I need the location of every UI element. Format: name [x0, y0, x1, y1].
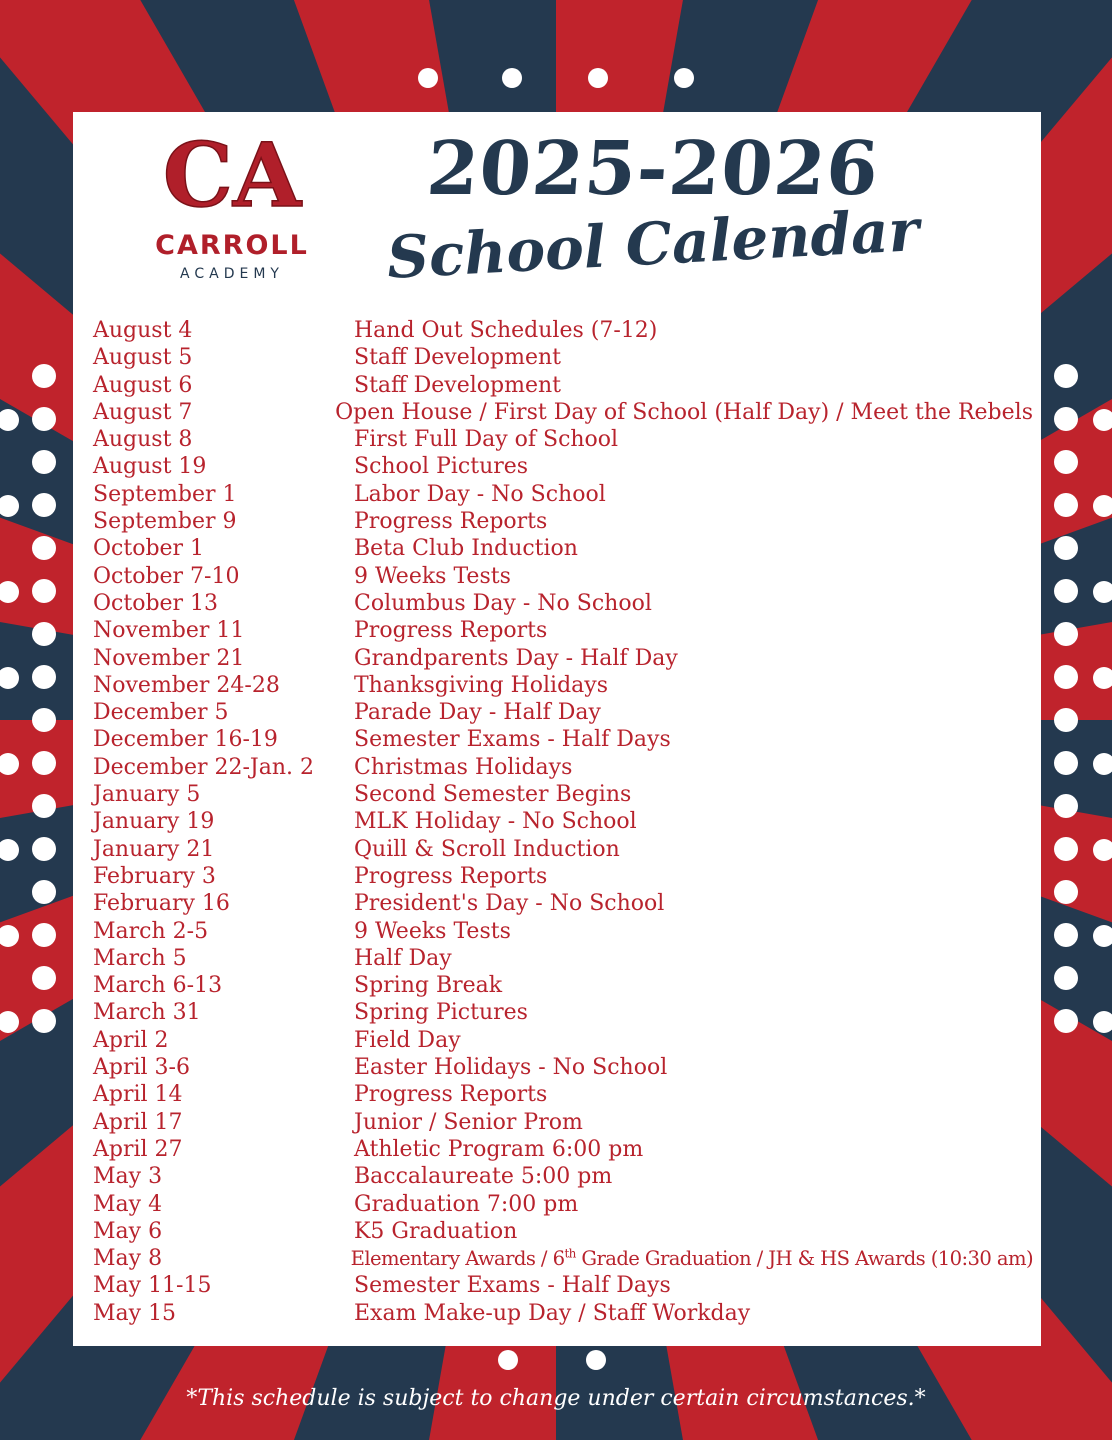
decorative-dot	[1054, 880, 1078, 904]
event-date: March 5	[93, 945, 187, 971]
decorative-dot	[1054, 407, 1078, 431]
event-date: August 19	[93, 454, 207, 480]
decorative-dot	[498, 1350, 518, 1370]
event-row	[93, 481, 1033, 508]
calendar-year-title: 2025-2026	[424, 126, 882, 212]
event-row	[93, 754, 1033, 781]
event-description: School Pictures	[354, 454, 529, 480]
event-row	[93, 1218, 1033, 1245]
decorative-dot	[586, 1350, 606, 1370]
event-description: Thanksgiving Holidays	[354, 672, 608, 698]
decorative-dot	[1054, 665, 1078, 689]
event-row	[93, 1163, 1033, 1190]
event-row	[93, 1191, 1033, 1218]
event-date: December 5	[93, 700, 229, 726]
decorative-dot	[1054, 923, 1078, 947]
event-row	[93, 918, 1033, 945]
event-date: March 2-5	[93, 918, 209, 944]
event-date: November 21	[93, 645, 245, 671]
event-row	[93, 563, 1033, 590]
decorative-dot	[1054, 536, 1078, 560]
event-date: December 16-19	[93, 727, 278, 753]
event-description: Semester Exams - Half Days	[354, 1273, 671, 1299]
event-date: April 14	[93, 1082, 183, 1108]
event-date: October 1	[93, 536, 205, 562]
event-description: Hand Out Schedules (7-12)	[354, 318, 658, 343]
event-description: Spring Pictures	[354, 1000, 528, 1026]
event-text-part: Grade Graduation / JH & HS Awards (10:30 am)	[575, 1247, 1033, 1271]
event-row	[93, 590, 1033, 617]
logo-subname: ACADEMY	[180, 266, 284, 282]
decorative-dot	[32, 880, 56, 904]
event-description: Progress Reports	[354, 863, 548, 889]
event-date: April 27	[93, 1136, 183, 1162]
event-row	[93, 1054, 1033, 1081]
event-row	[93, 999, 1033, 1026]
event-row	[93, 972, 1033, 999]
school-logo	[123, 124, 341, 284]
event-row	[93, 1081, 1033, 1108]
decorative-dot	[32, 923, 56, 947]
decorative-dot	[32, 665, 56, 689]
event-row	[93, 726, 1033, 753]
event-date: August 7	[93, 399, 193, 425]
event-row	[93, 1245, 1033, 1272]
decorative-dot	[32, 751, 56, 775]
ordinal-suffix: th	[564, 1246, 576, 1261]
event-date: March 31	[93, 1000, 201, 1026]
event-description: Graduation 7:00 pm	[354, 1191, 579, 1217]
event-date: January 19	[93, 809, 215, 835]
event-date: May 11-15	[93, 1273, 212, 1299]
event-row	[93, 672, 1033, 699]
event-description: Christmas Holidays	[354, 754, 573, 780]
decorative-dot	[1054, 708, 1078, 732]
event-description: Progress Reports	[354, 1082, 548, 1108]
event-description: Athletic Program 6:00 pm	[354, 1136, 644, 1162]
decorative-dot	[502, 68, 522, 88]
event-description: Quill & Scroll Induction	[354, 836, 620, 862]
event-description: President's Day - No School	[354, 891, 665, 917]
decorative-dot	[32, 622, 56, 646]
event-date: January 21	[93, 836, 215, 862]
event-description: Beta Club Induction	[354, 536, 578, 562]
event-row	[93, 699, 1033, 726]
event-date: February 3	[93, 863, 216, 889]
decorative-dot	[32, 1009, 56, 1033]
event-description: Spring Break	[354, 973, 503, 999]
decorative-dot	[1054, 450, 1078, 474]
disclaimer-note: *This schedule is subject to change under certain circumstances.*	[186, 1386, 926, 1411]
event-date: March 6-13	[93, 973, 223, 999]
event-row	[93, 453, 1033, 480]
event-description: First Full Day of School	[354, 427, 619, 453]
event-row	[93, 1272, 1033, 1299]
event-row	[93, 1109, 1033, 1136]
event-description: Grandparents Day - Half Day	[354, 645, 678, 671]
event-description: Staff Development	[354, 372, 562, 398]
event-date: May 15	[93, 1300, 177, 1326]
decorative-dot	[32, 493, 56, 517]
event-description: Parade Day - Half Day	[354, 700, 601, 726]
event-description: Second Semester Begins	[354, 782, 632, 808]
event-date: October 13	[93, 590, 219, 616]
event-description: Field Day	[354, 1027, 461, 1053]
decorative-dot	[32, 364, 56, 388]
decorative-dot	[1054, 579, 1078, 603]
event-date: February 16	[93, 891, 230, 917]
event-date: May 3	[93, 1164, 163, 1190]
decorative-dot	[32, 966, 56, 990]
decorative-dot	[1054, 622, 1078, 646]
event-date: November 24-28	[93, 672, 280, 698]
decorative-dot	[32, 536, 56, 560]
event-row	[93, 808, 1033, 835]
event-description: 9 Weeks Tests	[354, 918, 511, 944]
event-row	[93, 508, 1033, 535]
event-date: April 17	[93, 1109, 183, 1135]
event-row	[93, 344, 1033, 371]
event-description: Progress Reports	[354, 618, 548, 644]
decorative-dot	[1054, 837, 1078, 861]
decorative-dot	[674, 68, 694, 88]
event-date: April 3-6	[93, 1055, 190, 1081]
logo-name: CARROLL	[155, 230, 309, 261]
decorative-dot	[32, 450, 56, 474]
event-description: 9 Weeks Tests	[354, 563, 511, 589]
event-description: Exam Make-up Day / Staff Workday	[354, 1300, 751, 1326]
decorative-dot	[1054, 751, 1078, 775]
event-description: MLK Holiday - No School	[354, 809, 637, 835]
decorative-dot	[1054, 493, 1078, 517]
event-description: Staff Development	[354, 345, 562, 371]
event-description: Half Day	[354, 945, 452, 971]
event-date: August 5	[93, 345, 193, 371]
event-row	[93, 317, 1033, 344]
event-description: Labor Day - No School	[354, 481, 606, 507]
event-date: May 4	[93, 1191, 163, 1217]
calendar-card	[73, 112, 1041, 1346]
event-row	[93, 372, 1033, 399]
event-row	[93, 645, 1033, 672]
event-date: December 22-Jan. 2	[93, 754, 314, 780]
event-row	[93, 1300, 1033, 1327]
event-date: September 9	[93, 509, 237, 535]
decorative-dot	[418, 68, 438, 88]
event-date: September 1	[93, 481, 237, 507]
event-row	[93, 836, 1033, 863]
event-date: August 6	[93, 372, 193, 398]
event-date: May 8	[93, 1246, 163, 1272]
event-row	[93, 781, 1033, 808]
decorative-dot	[1054, 966, 1078, 990]
event-date: October 7-10	[93, 563, 240, 589]
decorative-dot	[1054, 364, 1078, 388]
event-row	[93, 617, 1033, 644]
event-row	[93, 945, 1033, 972]
ca-monogram-icon	[162, 123, 302, 227]
event-description: Open House / First Day of School (Half Day) / Meet the Rebels	[335, 399, 1033, 425]
event-description: Columbus Day - No School	[354, 590, 652, 616]
event-row	[93, 863, 1033, 890]
calendar-subtitle: School Calendar	[385, 196, 921, 292]
event-date: November 11	[93, 618, 245, 644]
decorative-dot	[32, 708, 56, 732]
event-row	[93, 1136, 1033, 1163]
event-date: April 2	[93, 1027, 169, 1053]
event-description: Junior / Senior Prom	[354, 1109, 583, 1135]
event-row	[93, 1027, 1033, 1054]
decorative-dot	[1054, 794, 1078, 818]
decorative-dot	[32, 407, 56, 431]
event-description: K5 Graduation	[354, 1218, 518, 1244]
event-date: August 4	[93, 318, 193, 343]
event-date: August 8	[93, 427, 193, 453]
event-row	[93, 426, 1033, 453]
event-row	[93, 535, 1033, 562]
event-date: January 5	[93, 782, 201, 808]
event-row	[93, 890, 1033, 917]
event-description: Progress Reports	[354, 509, 548, 535]
event-description: Baccalaureate 5:00 pm	[354, 1164, 613, 1190]
event-row	[93, 399, 1033, 426]
event-list	[93, 317, 1033, 1327]
event-description	[351, 1245, 1033, 1272]
decorative-dot	[588, 68, 608, 88]
decorative-dot	[32, 794, 56, 818]
event-description: Semester Exams - Half Days	[354, 727, 671, 753]
event-text-part: Elementary Awards / 6	[350, 1247, 565, 1271]
event-description: Easter Holidays - No School	[354, 1055, 668, 1081]
decorative-dot	[32, 579, 56, 603]
logo-monogram: CA	[162, 123, 302, 227]
decorative-dot	[32, 837, 56, 861]
decorative-dot	[1054, 1009, 1078, 1033]
event-date: May 6	[93, 1218, 163, 1244]
